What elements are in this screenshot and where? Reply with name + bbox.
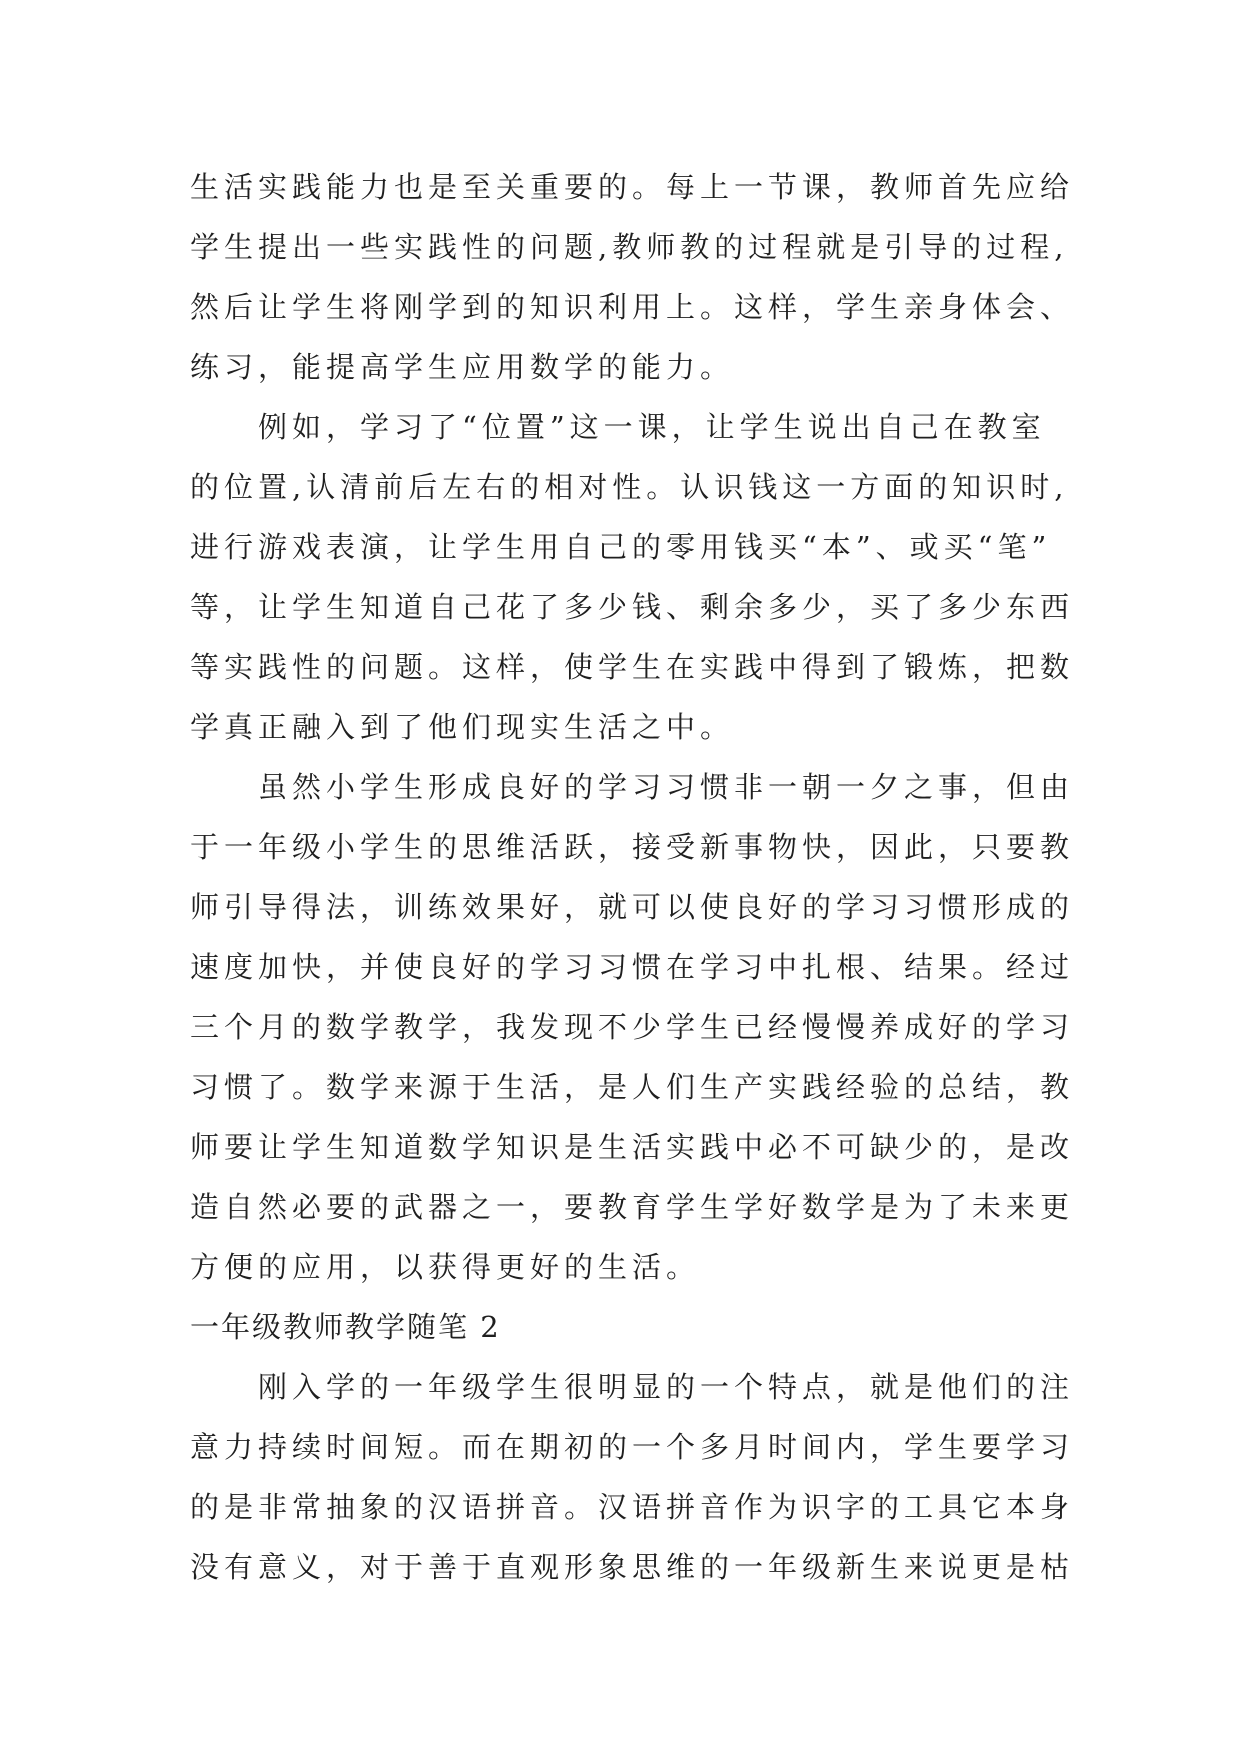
paragraph bbox=[190, 397, 1090, 757]
text-line: 等实践性的问题。这样，使学生在实践中得到了锻炼，把数 bbox=[190, 650, 1075, 684]
text-line: 习惯了。数学来源于生活，是人们生产实践经验的总结，教 bbox=[190, 1070, 1075, 1104]
text-line: 没有意义，对于善于直观形象思维的一年级新生来说更是枯 bbox=[190, 1550, 1075, 1584]
text-line: 的位置,认清前后左右的相对性。认识钱这一方面的知识时, bbox=[190, 470, 1069, 504]
text-line: 三个月的数学教学，我发现不少学生已经慢慢养成好的学习 bbox=[190, 1010, 1075, 1044]
text-line: 学真正融入到了他们现实生活之中。 bbox=[190, 710, 735, 744]
text-line: 意力持续时间短。而在期初的一个多月时间内，学生要学习 bbox=[190, 1430, 1075, 1464]
text-line: 等，让学生知道自己花了多少钱、剩余多少，买了多少东西 bbox=[190, 590, 1075, 624]
paragraph bbox=[190, 1357, 1090, 1597]
text-line: 学生提出一些实践性的问题,教师教的过程就是引导的过程, bbox=[190, 230, 1069, 264]
paragraph bbox=[190, 157, 1090, 397]
text-line: 造自然必要的武器之一，要教育学生学好数学是为了未来更 bbox=[190, 1190, 1075, 1224]
text-line: 于一年级小学生的思维活跃，接受新事物快，因此，只要教 bbox=[190, 830, 1075, 864]
text-line: 速度加快，并使良好的学习习惯在学习中扎根、结果。经过 bbox=[190, 950, 1075, 984]
text-line: 例如，学习了“位置”这一课，让学生说出自己在教室 bbox=[258, 410, 1046, 444]
text-line: 师引导得法，训练效果好，就可以使良好的学习习惯形成的 bbox=[190, 890, 1075, 924]
text-line: 练习，能提高学生应用数学的能力。 bbox=[190, 350, 735, 384]
section-heading: 一年级教师教学随笔 2 bbox=[190, 1310, 501, 1344]
text-line: 方便的应用，以获得更好的生活。 bbox=[190, 1250, 701, 1284]
text-line: 生活实践能力也是至关重要的。每上一节课，教师首先应给 bbox=[190, 170, 1075, 204]
text-line: 进行游戏表演，让学生用自己的零用钱买“本”、或买“笔” bbox=[190, 530, 1052, 564]
text-line: 然后让学生将刚学到的知识利用上。这样，学生亲身体会、 bbox=[190, 290, 1075, 324]
text-line: 刚入学的一年级学生很明显的一个特点，就是他们的注 bbox=[258, 1370, 1075, 1404]
document-body bbox=[190, 157, 1090, 1597]
text-line: 师要让学生知道数学知识是生活实践中必不可缺少的，是改 bbox=[190, 1130, 1075, 1164]
text-line: 虽然小学生形成良好的学习习惯非一朝一夕之事，但由 bbox=[258, 770, 1075, 804]
paragraph bbox=[190, 757, 1090, 1297]
text-line: 的是非常抽象的汉语拼音。汉语拼音作为识字的工具它本身 bbox=[190, 1490, 1075, 1524]
